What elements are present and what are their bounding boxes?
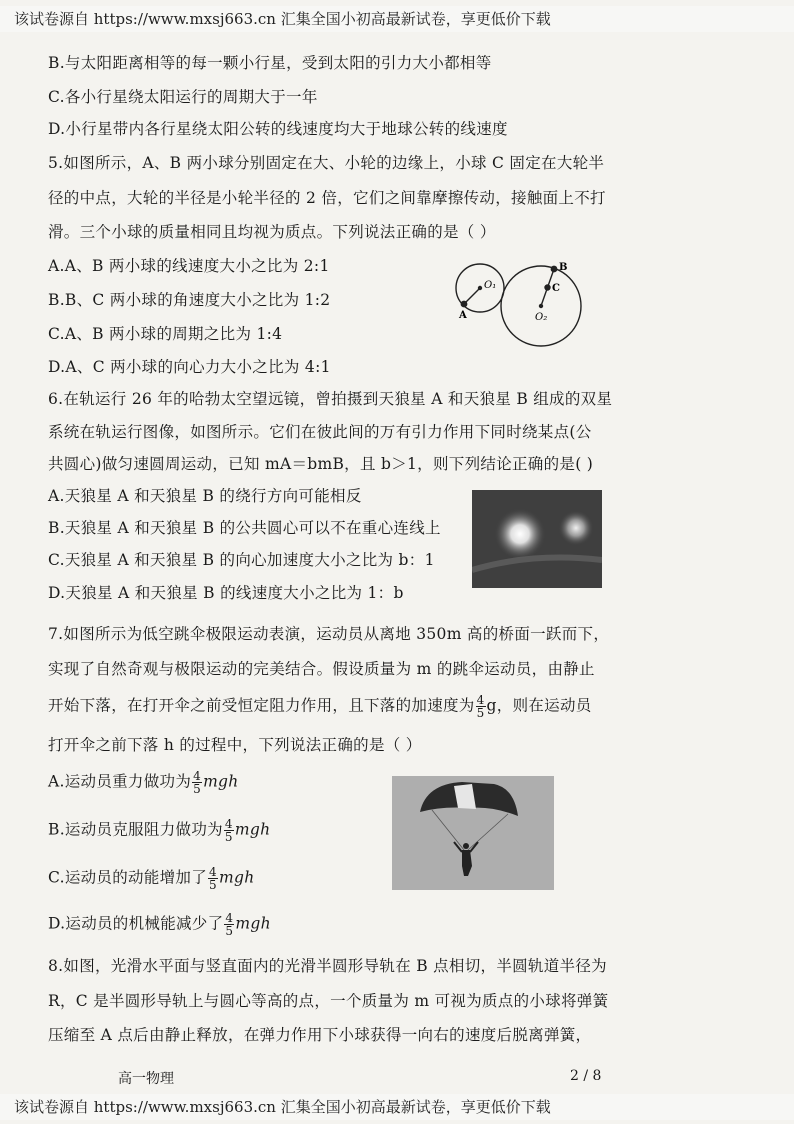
q5-option-d: D.A、C 两小球的向心力大小之比为 4:1 — [48, 358, 331, 376]
q4-option-b: B.与太阳距离相等的每一颗小行星，受到太阳的引力大小都相等 — [48, 54, 492, 72]
ball-b — [551, 266, 558, 273]
q4-option-c: C.各小行星绕太阳运行的周期大于一年 — [48, 88, 318, 106]
q6-option-c: C.天狼星 A 和天狼星 B 的向心加速度大小之比为 b：1 — [48, 551, 435, 569]
q6-stem-line3: 共圆心)做匀速圆周运动，已知 mA＝bmB，且 b＞1，则下列结论正确的是( ) — [48, 455, 594, 473]
star-b-glow — [558, 510, 594, 546]
q7-option-b: B.运动员克服阻力做功为 $\frac{4}{5}$ mgh — [48, 817, 271, 844]
q6-stem-line1: 6.在轨运行 26 年的哈勃太空望远镜，曾拍摄到天狼星 A 和天狼星 B 组成的双星 — [48, 390, 613, 408]
q6-option-b: B.天狼星 A 和天狼星 B 的公共圆心可以不在重心连线上 — [48, 519, 441, 537]
fraction-4-5: $\frac{4}{5}$ — [476, 693, 485, 720]
q8-stem-line3: 压缩至 A 点后由静止释放，在弹力作用下小球获得一向右的速度后脱离弹簧， — [48, 1026, 592, 1044]
q5-option-b: B.B、C 两小球的角速度大小之比为 1:2 — [48, 291, 331, 309]
friction-wheels-diagram — [446, 258, 586, 358]
star-a-glow — [494, 508, 546, 560]
q7-stem-line2: 实现了自然奇观与极限运动的完美结合。假设质量为 m 的跳伞运动员，由静止 — [48, 660, 595, 678]
label-b: B — [559, 262, 568, 273]
label-o2: O₂ — [535, 312, 548, 323]
q4-option-d: D.小行星带内各行星绕太阳公转的线速度均大于地球公转的线速度 — [48, 120, 508, 138]
label-a: A — [459, 310, 467, 321]
q7-stem-line3: 开始下落，在打开伞之前受恒定阻力作用，且下落的加速度为 $\frac{4}{5}$ g，则在运动员 — [48, 693, 592, 720]
footer-page-number: 2 / 8 — [570, 1068, 602, 1084]
source-banner-top: 该试卷源自 https://www.mxsj663.cn 汇集全国小初高最新试卷，享更低价下载 — [0, 6, 794, 32]
q7-stem-line4: 打开伞之前下落 h 的过程中，下列说法正确的是（ ） — [48, 736, 422, 754]
label-o1: O₁ — [484, 280, 497, 291]
ball-c — [544, 284, 550, 290]
q5-stem-line1: 5.如图所示，A、B 两小球分别固定在大、小轮的边缘上，小球 C 固定在大轮半 — [48, 154, 605, 172]
q7-option-c: C.运动员的动能增加了 $\frac{4}{5}$ mgh — [48, 865, 255, 892]
q7-stem-line1: 7.如图所示为低空跳伞极限运动表演，运动员从离地 350m 高的桥面一跃而下， — [48, 625, 610, 643]
q7-option-a: A.运动员重力做功为 $\frac{4}{5}$ mgh — [48, 769, 239, 796]
source-banner-bottom: 该试卷源自 https://www.mxsj663.cn 汇集全国小初高最新试卷，享更低价下载 — [0, 1094, 794, 1120]
skydiver-photo — [392, 776, 554, 890]
label-c: C — [552, 283, 560, 294]
q8-stem-line1: 8.如图，光滑水平面与竖直面内的光滑半圆形导轨在 B 点相切，半圆轨道半径为 — [48, 957, 607, 975]
q6-option-d: D.天狼星 A 和天狼星 B 的线速度大小之比为 1：b — [48, 584, 404, 602]
q6-stem-line2: 系统在轨运行图像，如图所示。它们在彼此间的万有引力作用下同时绕某点(公 — [48, 423, 592, 441]
q5-stem-line3: 滑。三个小球的质量相同且均视为质点。下列说法正确的是（ ） — [48, 223, 496, 241]
binary-star-photo — [472, 490, 602, 588]
q5-stem-line2: 径的中点，大轮的半径是小轮半径的 2 倍，它们之间靠摩擦传动，接触面上不打 — [48, 189, 606, 207]
q5-option-a: A.A、B 两小球的线速度大小之比为 2:1 — [48, 257, 330, 275]
q6-option-a: A.天狼星 A 和天狼星 B 的绕行方向可能相反 — [48, 487, 362, 505]
q5-option-c: C.A、B 两小球的周期之比为 1:4 — [48, 325, 283, 343]
q8-stem-line2: R，C 是半圆形导轨上与圆心等高的点，一个质量为 m 可视为质点的小球将弹簧 — [48, 992, 609, 1010]
footer-subject: 高一物理 — [118, 1071, 174, 1087]
ball-a — [461, 301, 468, 308]
q7-option-d: D.运动员的机械能减少了 $\frac{4}{5}$ mgh — [48, 911, 271, 938]
